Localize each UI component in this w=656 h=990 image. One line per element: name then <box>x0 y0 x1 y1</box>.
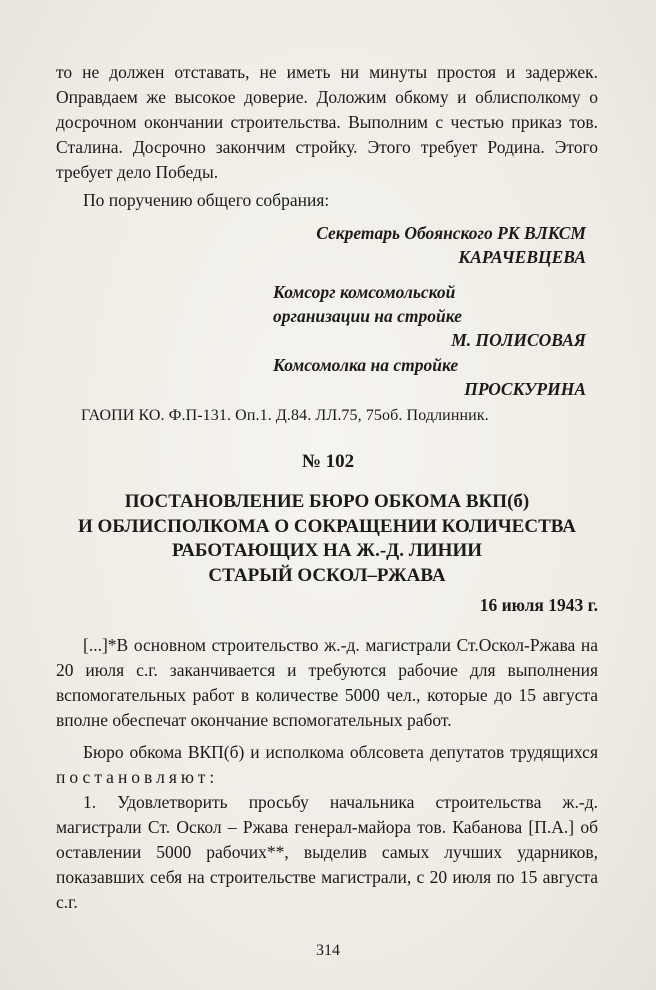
document-date: 16 июля 1943 г. <box>479 595 598 615</box>
title-line-4: СТАРЫЙ ОСКОЛ–РЖАВА <box>208 564 446 586</box>
signature-1 <box>56 221 586 269</box>
document-number: № 102 <box>301 451 355 472</box>
paragraph-2 <box>56 740 598 790</box>
title-line-1: ПОСТАНОВЛЕНИЕ БЮРО ОБКОМА ВКП(б) <box>124 491 530 512</box>
paragraph-3-block <box>56 790 598 915</box>
signature-2-title-line1: Комсорг комсомольской <box>273 282 456 302</box>
title-line-2: И ОБЛИСПОЛКОМА О СОКРАЩЕНИИ КОЛИЧЕСТВА <box>78 515 576 537</box>
signature-2 <box>56 280 586 352</box>
document-title <box>56 490 598 588</box>
paragraph-1: [...]*В основном строительство ж.-д. магистрали Ст.Оскол-Ржава на 20 июля с.г. заканчивается и требуются рабочие для выполнения вспомогательных работ в количестве 5000 чел., которые до 15 августа вполне обеспечат окончание вспомогательных работ. <box>56 635 598 730</box>
by-order-block <box>56 188 598 213</box>
paragraph-1-block <box>56 633 598 733</box>
signature-3-name: ПРОСКУРИНА <box>464 379 586 399</box>
title-line-3: РАБОТАЮЩИХ НА Ж.-Д. ЛИНИИ <box>171 540 483 561</box>
signature-3-title: Комсомолка на стройке <box>273 355 459 375</box>
paragraph-2-spaced-verb: постановляют: <box>56 767 219 787</box>
by-order-line: По поручению общего собрания: <box>83 190 330 210</box>
paragraph-3: 1. Удовлетворить просьбу начальника строительства ж.-д. магистрали Ст. Оскол – Ржава генерал-майора тов. Кабанова [П.А.] об оставлении 5000 рабочих**, выделив самых лучших ударников, показавших себя на строительстве магистрали, с 20 июля по 15 августа с.г. <box>56 792 598 912</box>
signature-1-title: Секретарь Обоянского РК ВЛКСМ <box>316 223 586 243</box>
body-text-top <box>56 60 598 185</box>
top-paragraph: то не должен отставать, не иметь ни минуты простоя и задержек. Оправдаем же высокое доверие. Доложим обкому и облисполкому о досрочном окончании строительства. Выполним с честью приказ тов. Сталина. Досрочно закончим стройку. Этого требует Родина. Этого требует дело Победы. <box>56 62 598 182</box>
archive-reference: ГАОПИ КО. Ф.П-131. Оп.1. Д.84. ЛЛ.75, 75об. Подлинник. <box>81 407 489 424</box>
paragraph-2-text: Бюро обкома ВКП(б) и исполкома облсовета депутатов трудящихся <box>83 742 598 762</box>
archive-block <box>56 405 598 427</box>
paragraph-2-block <box>56 740 598 790</box>
page-number: 314 <box>316 942 340 959</box>
signature-3 <box>56 353 586 401</box>
signature-2-name: М. ПОЛИСОВАЯ <box>451 330 586 350</box>
signature-2-title-line2: организации на стройке <box>273 306 462 326</box>
signature-1-name: КАРАЧЕВЦЕВА <box>458 247 586 267</box>
